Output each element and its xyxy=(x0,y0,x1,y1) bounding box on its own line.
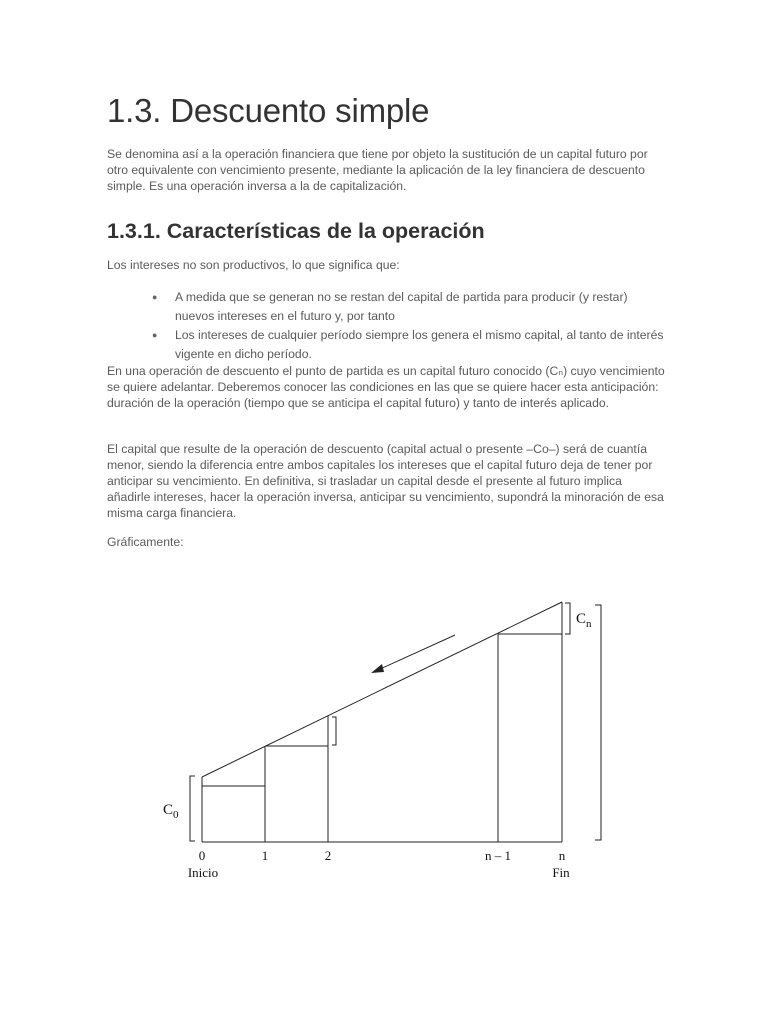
list-item xyxy=(152,288,664,326)
bullet-icon: ● xyxy=(152,330,158,340)
section-heading: 1.3.1. Características de la operación xyxy=(107,219,485,243)
c0-label: $C_0$ xyxy=(163,802,179,821)
capital-line xyxy=(202,602,562,777)
discount-arrow xyxy=(378,635,455,670)
interest-bracket-n xyxy=(565,603,570,634)
graph-label: Gráficamente: xyxy=(107,535,184,549)
list-item-text: A medida que se generan no se restan del capital de partida para producir (y restar) nuevos intereses en el futuro y, por tanto xyxy=(175,290,628,323)
section-lead: Los intereses no son productivos, lo que significa que: xyxy=(107,258,400,272)
interest-bracket-2 xyxy=(332,717,336,745)
cn-bracket xyxy=(595,605,601,840)
tick-label-nm1: n – 1 xyxy=(485,848,511,863)
tick-label-n: n xyxy=(558,848,566,863)
discount-diagram xyxy=(150,590,620,890)
tick-label-0: 0 xyxy=(198,848,206,863)
tick-label-2: 2 xyxy=(324,848,332,863)
discount-paragraph: En una operación de descuento el punto de partida es un capital futuro conocido (Cₙ) cuyo vencimiento se quiere adelantar. Deberemos conocer las condiciones en las que se quiere hacer esta anticipación: duración de la operación (tiempo que se anticipa el capital futuro) y tanto de interés aplicado. xyxy=(107,364,665,410)
c0-bracket xyxy=(190,776,195,841)
page-title: 1.3. Descuento simple xyxy=(107,92,430,129)
start-label: Inicio xyxy=(187,865,219,880)
present-capital-paragraph: El capital que resulte de la operación de descuento (capital actual o presente –Co–) será de cuantía menor, siendo la diferencia entre ambos capitales los intereses que el capital futuro deja de tener por anticipar su vencimiento. En definitiva, si trasladar un capital desde el presente al futuro implica añadirle intereses, hacer la operación inversa, anticipar su vencimiento, supondrá la minoración de esa misma carga financiera. xyxy=(107,442,664,520)
characteristics-list xyxy=(152,288,664,364)
tick-label-1: 1 xyxy=(261,848,269,863)
intro-paragraph: Se denomina así a la operación financiera que tiene por objeto la sustitución de un capital futuro por otro equivalente con vencimiento presente, mediante la aplicación de la ley financiera de descuento simple. Es una operación inversa a la de capitalización. xyxy=(107,147,648,193)
end-label: Fin xyxy=(552,865,570,880)
arrow-head-icon xyxy=(371,664,384,673)
list-item xyxy=(152,326,664,364)
bullet-icon: ● xyxy=(152,292,158,302)
cn-label: $C_n$ xyxy=(576,611,592,630)
list-item-text: Los intereses de cualquier período siempre los genera el mismo capital, al tanto de interés vigente en dicho período. xyxy=(175,328,664,361)
